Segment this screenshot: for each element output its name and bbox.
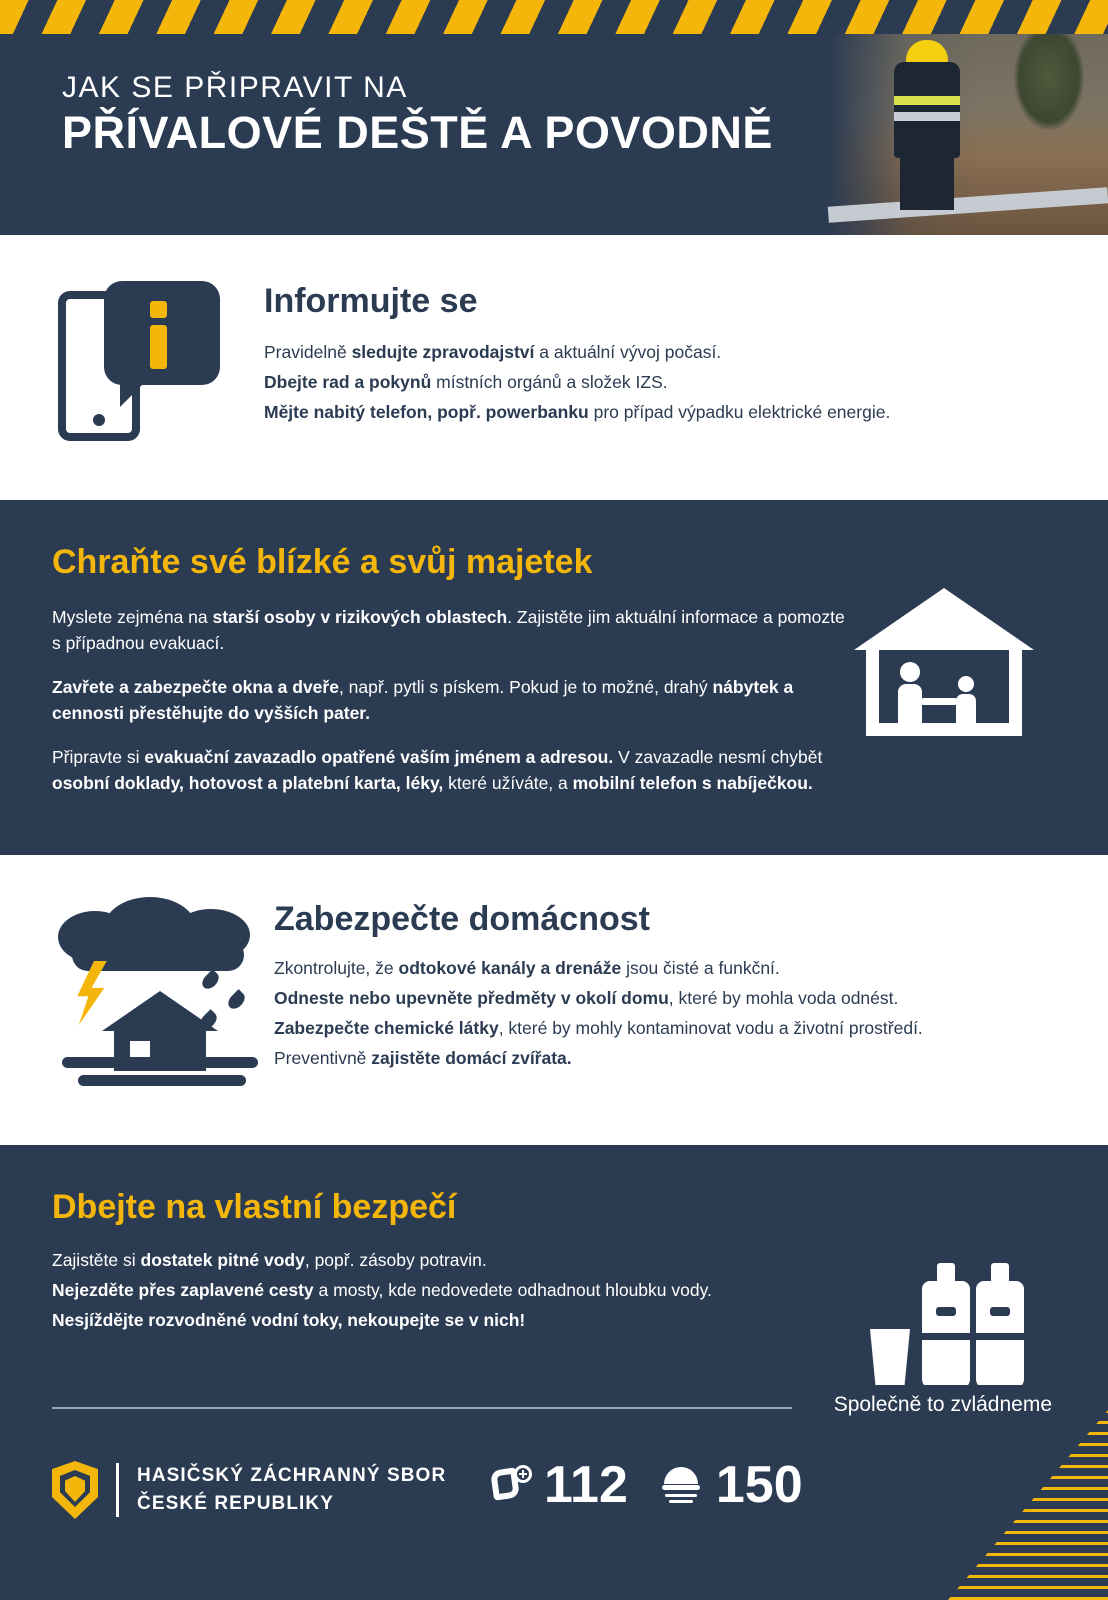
child-body xyxy=(956,694,976,724)
emergency-number-112 xyxy=(490,1456,628,1514)
body-paragraph: Myslete zejména na starší osoby v rizikových oblastech. Zajistěte jim aktuální informace a pomozte s případnou evakuací. xyxy=(52,607,845,654)
body-paragraph: Zajistěte si dostatek pitné vody, popř. zásoby potravin. xyxy=(52,1250,487,1271)
body-paragraph: Mějte nabitý telefon, popř. powerbanku pro případ výpadku elektrické energie. xyxy=(264,402,891,423)
house-walls xyxy=(866,648,1022,736)
body-paragraph: Zkontrolujte, že odtokové kanály a drenáže jsou čisté a funkční. xyxy=(274,958,780,979)
helmet-dome-shape xyxy=(664,1467,698,1484)
bottle-label-mark xyxy=(990,1307,1010,1316)
section-body xyxy=(52,1248,882,1334)
body-paragraph: Nejezděte přes zaplavené cesty a mosty, kde nedovedete odhadnout hloubku vody. xyxy=(52,1280,712,1301)
raindrop-icon xyxy=(199,969,222,992)
section-chrante-sve-blizke xyxy=(0,500,1108,855)
footer-tagline: Společně to zvládneme xyxy=(833,1393,1052,1416)
jacket xyxy=(894,62,960,158)
hazard-tape-stripe xyxy=(0,0,1108,34)
smartphone-info-icon xyxy=(52,277,264,457)
water-bottle xyxy=(976,1281,1024,1389)
emergency-number-150 xyxy=(662,1456,803,1514)
hzs-logo xyxy=(52,1461,446,1519)
trousers xyxy=(900,156,954,210)
jacket-stripe-hi-vis xyxy=(894,96,960,105)
adult-body xyxy=(898,684,922,724)
footer-divider xyxy=(52,1407,792,1409)
header-text-block xyxy=(62,72,773,158)
emergency-number-value: 150 xyxy=(715,1456,803,1514)
house-roof xyxy=(102,991,218,1031)
section-title: Chraňte své blízké a svůj majetek xyxy=(52,543,593,581)
phone-emergency-icon xyxy=(490,1463,532,1507)
child-head xyxy=(958,676,974,692)
bottle-band xyxy=(922,1333,970,1340)
organization-line-1: HASIČSKÝ ZÁCHRANNÝ SBOR xyxy=(137,1465,447,1487)
firefighter-photo xyxy=(828,34,1108,235)
header-kicker: JAK SE PŘIPRAVIT NA xyxy=(62,71,408,104)
section-title: Dbejte na vlastní bezpečí xyxy=(52,1188,457,1226)
firefighter-figure xyxy=(880,38,972,208)
fire-helmet-icon xyxy=(662,1463,704,1507)
helmet-line xyxy=(665,1494,697,1497)
decorative-rays xyxy=(948,1410,1108,1600)
emergency-numbers xyxy=(490,1456,803,1514)
logo-divider xyxy=(116,1463,119,1517)
section-body xyxy=(274,956,923,1072)
flood-wave xyxy=(78,1075,246,1086)
medical-cross-shape xyxy=(514,1465,532,1483)
body-paragraph: Zabezpečte chemické látky, které by mohly kontaminovat vodu a životní prostředí. xyxy=(274,1018,923,1039)
poster-footer xyxy=(0,1385,1108,1600)
house-roof xyxy=(854,588,1034,650)
info-letter-stem xyxy=(150,325,167,369)
poster-header xyxy=(0,0,1108,235)
organization-name xyxy=(137,1462,446,1517)
section-informujte-se xyxy=(0,235,1108,500)
tree-background xyxy=(1014,34,1084,130)
organization-line-2: ČESKÉ REPUBLIKY xyxy=(137,1493,335,1514)
info-letter-dot xyxy=(150,301,167,318)
hzs-emblem-inner xyxy=(65,1476,85,1502)
joined-hands xyxy=(920,698,958,705)
section-title: Zabezpečte domácnost xyxy=(274,900,650,938)
section-title: Informujte se xyxy=(264,282,478,320)
house-family-icon xyxy=(854,588,1034,738)
helmet-brim-shape xyxy=(662,1485,700,1490)
water-bottles-glass-icon xyxy=(870,1263,1030,1393)
bottle-band xyxy=(976,1333,1024,1340)
section-body xyxy=(52,605,852,796)
page-title: PŘÍVALOVÉ DEŠTĚ A POVODNĚ xyxy=(62,106,773,158)
bottle-label-mark xyxy=(936,1307,956,1316)
adult-head xyxy=(900,662,920,682)
water-bottle xyxy=(922,1281,970,1389)
body-paragraph: Připravte si evakuační zavazadlo opatřené vaším jménem a adresou. V zavazadle nesmí chybět osobní doklady, hotovost a platební karta, léky, které užíváte, a mobilní telefon s nabíječkou. xyxy=(52,746,823,793)
section-body xyxy=(264,340,890,426)
section-zabezpecte-domacnost xyxy=(0,855,1108,1145)
body-paragraph: Zavřete a zabezpečte okna a dveře, např. pytli s pískem. Pokud je to možné, drahý nábytek a cennosti přestěhujte do vyšších pater. xyxy=(52,677,794,724)
flood-wave xyxy=(62,1057,258,1068)
body-paragraph: Preventivně zajistěte domácí zvířata. xyxy=(274,1048,572,1069)
body-paragraph: Nesjíždějte rozvodněné vodní toky, nekoupejte se v nich! xyxy=(52,1310,526,1331)
emergency-number-value: 112 xyxy=(544,1456,628,1514)
body-paragraph: Pravidelně sledujte zpravodajství a aktuální vývoj počasí. xyxy=(264,342,722,363)
raindrop-icon xyxy=(225,989,248,1012)
jacket-stripe-reflective xyxy=(894,112,960,121)
helmet-line xyxy=(669,1500,693,1503)
hzs-emblem-icon xyxy=(52,1461,98,1519)
body-paragraph: Odneste nebo upevněte předměty v okolí domu, které by mohla voda odnést. xyxy=(274,988,899,1009)
water-glass xyxy=(870,1329,910,1387)
body-paragraph: Dbejte rad a pokynů místních orgánů a složek IZS. xyxy=(264,372,668,393)
storm-flooded-house-icon xyxy=(52,895,274,1095)
